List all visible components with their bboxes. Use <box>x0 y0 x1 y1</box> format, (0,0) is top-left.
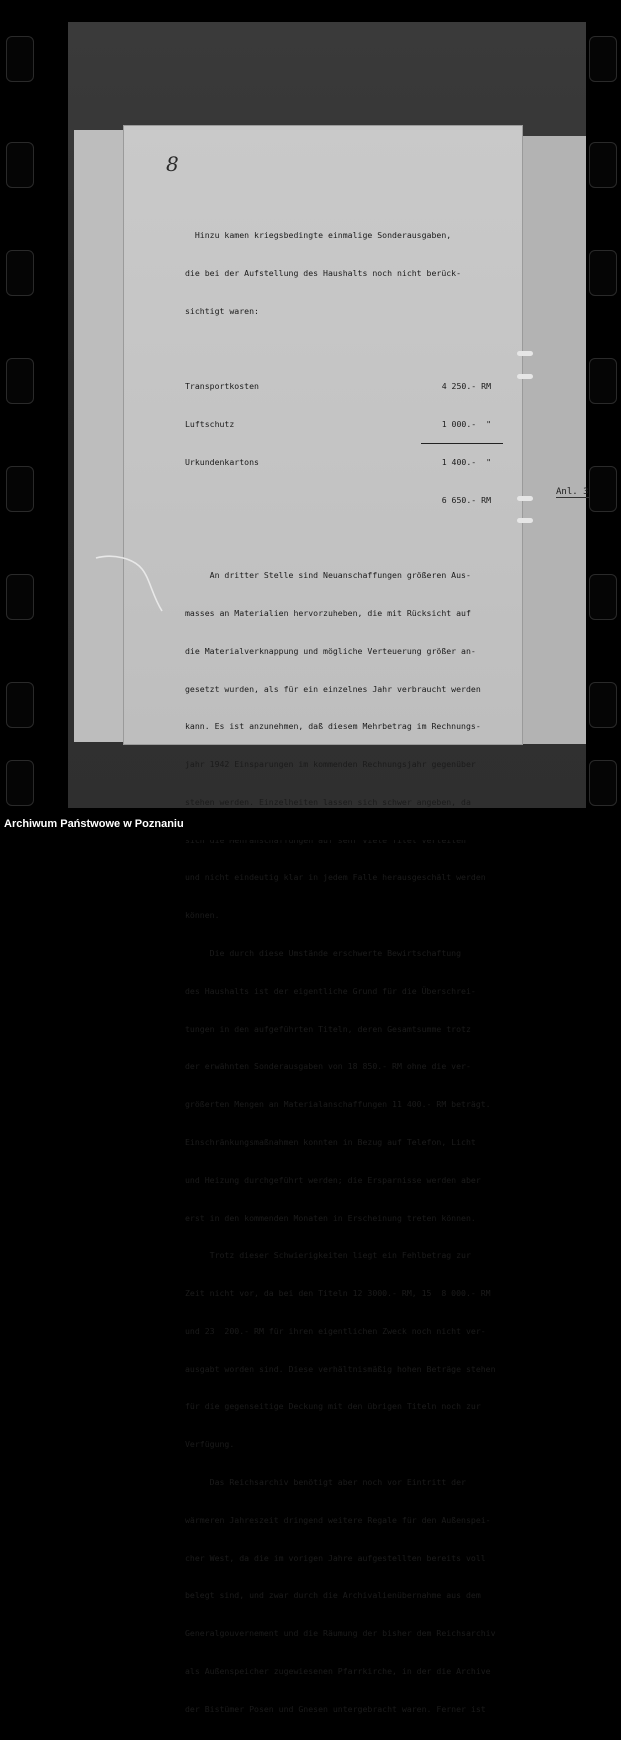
body-line: größerten Mengen an Materialanschaffungen 11 400.- RM beträgt. <box>185 1099 491 1110</box>
perforation-hole <box>589 682 617 728</box>
expense-total-row <box>185 468 503 505</box>
side-annotation: Anl. 3 <box>556 487 589 497</box>
body-line: die Materialverknappung und mögliche Verteuerung größer an- <box>185 645 476 656</box>
adjacent-sheet <box>520 136 589 744</box>
expense-row <box>185 355 503 392</box>
handwritten-page-number: 8 <box>166 152 179 176</box>
sum-rule <box>421 443 503 444</box>
perforation-hole <box>6 574 34 620</box>
intro-line: sichtigt waren: <box>185 305 259 316</box>
body-line: belegt sind, und zwar durch die Archivalienübernahme aus dem <box>185 1590 481 1601</box>
perforation-hole <box>589 574 617 620</box>
perforation-hole <box>589 760 617 806</box>
expense-row <box>185 431 503 467</box>
body-line: und 23 200.- RM für ihren eigentlichen Zweck noch nicht ver- <box>185 1325 486 1336</box>
body-line: stehen werden. Einzelheiten lassen sich schwer angeben, da <box>185 796 471 807</box>
perforation-hole <box>6 36 34 82</box>
body-line: wärmeren Jahreszeit dringend weitere Regale für den Außenspei- <box>185 1514 491 1525</box>
perforation-hole <box>589 466 617 512</box>
body-line: An dritter Stelle sind Neuanschaffungen größeren Aus- <box>185 570 471 581</box>
pencil-mark <box>94 555 164 615</box>
body-line: Verfügung. <box>185 1439 235 1450</box>
body-line: als Außenspeicher zugewiesenen Pfarrkirche, in der die Archive <box>185 1665 491 1676</box>
document-page <box>124 126 522 1714</box>
expense-label: Urkundenkartons <box>185 456 259 467</box>
expense-row <box>185 393 503 430</box>
body-line: und nicht eindeutig klar in jedem Falle herausgeschält werden <box>185 872 486 883</box>
perforation-hole <box>6 250 34 296</box>
binder-clip <box>517 518 533 523</box>
perforation-hole <box>589 36 617 82</box>
body-line: Die durch diese Umstände erschwerte Bewirtschaftung <box>185 948 462 959</box>
body-line: erst in den kommenden Monaten in Erscheinung treten können. <box>185 1212 476 1223</box>
body-line: gesetzt wurden, als für ein einzelnes Jahr verbraucht werden <box>185 683 481 694</box>
intro-line: die bei der Aufstellung des Haushalts noch nicht berück- <box>185 267 462 278</box>
perforation-hole <box>6 466 34 512</box>
body-line: ausgabt worden sind. Diese verhältnismäßig hohen Beträge stehen <box>185 1363 496 1374</box>
perforation-hole <box>6 142 34 188</box>
body-line: Generalgouvernement und die Räumung der bisher dem Reichsarchiv <box>185 1628 496 1639</box>
expense-amount: 1 000.- " <box>441 419 491 430</box>
perforation-hole <box>6 358 34 404</box>
expense-label: Luftschutz <box>185 419 235 430</box>
intro-line: Hinzu kamen kriegsbedingte einmalige Sonderausgaben, <box>185 230 452 241</box>
body-line: Einschränkungsmaßnahmen konnten in Bezug auf Telefon, Licht <box>185 1136 476 1147</box>
body-line: masses an Materialien hervorzuheben, die mit Rücksicht auf <box>185 608 471 618</box>
perforation-hole <box>6 760 34 806</box>
binder-clip <box>517 351 533 356</box>
film-perforation-left <box>2 0 36 810</box>
perforation-hole <box>589 358 617 404</box>
body-line: der erwähnten Sonderausgaben von 18 850.- RM ohne die ver- <box>185 1061 471 1072</box>
archive-name: Archiwum Państwowe w Poznaniu <box>4 818 184 830</box>
expense-total: 6 650.- RM <box>441 494 491 505</box>
body-line: des Haushalts ist der eigentliche Grund für die Überschrei- <box>185 985 476 996</box>
archive-footer <box>0 810 621 840</box>
binder-clip <box>517 496 533 501</box>
body-line: Trotz dieser Schwierigkeiten liegt ein Fehlbetrag zur <box>185 1250 471 1261</box>
perforation-hole <box>589 250 617 296</box>
document-text <box>185 204 503 1740</box>
body-line: kann. Es ist anzunehmen, daß diesem Mehrbetrag im Rechnungs- <box>185 721 481 732</box>
body-line: tungen in den aufgeführten Titeln, deren Gesamtsumme trotz <box>185 1023 471 1034</box>
body-line: der Bistümer Posen und Gnesen untergebracht waren. Ferner ist <box>185 1703 486 1714</box>
body-line: und Heizung durchgeführt werden; die Ersparnisse werden aber <box>185 1174 481 1185</box>
body-line: jahr 1942 Einsparungen im kommenden Rechnungsjahr gegenüber <box>185 759 476 770</box>
body-line: cher West, da die im vorigen Jahre aufgestellten bereits voll <box>185 1552 486 1563</box>
binder-clip <box>517 374 533 379</box>
film-perforation-right <box>585 0 619 810</box>
body-line: können. <box>185 910 220 921</box>
perforation-hole <box>589 142 617 188</box>
body-line: für die gegenseitige Deckung mit den übrigen Titeln noch zur <box>185 1401 481 1412</box>
perforation-hole <box>6 682 34 728</box>
body-line: Zeit nicht vor, da bei den Titeln 12 3000.- RM, 15 8 000.- RM <box>185 1288 491 1299</box>
expense-amount: 1 400.- " <box>441 456 491 467</box>
expense-label: Transportkosten <box>185 381 259 392</box>
body-line: Das Reichsarchiv benötigt aber noch vor Eintritt der <box>185 1476 466 1487</box>
expense-amount: 4 250.- RM <box>441 381 491 392</box>
